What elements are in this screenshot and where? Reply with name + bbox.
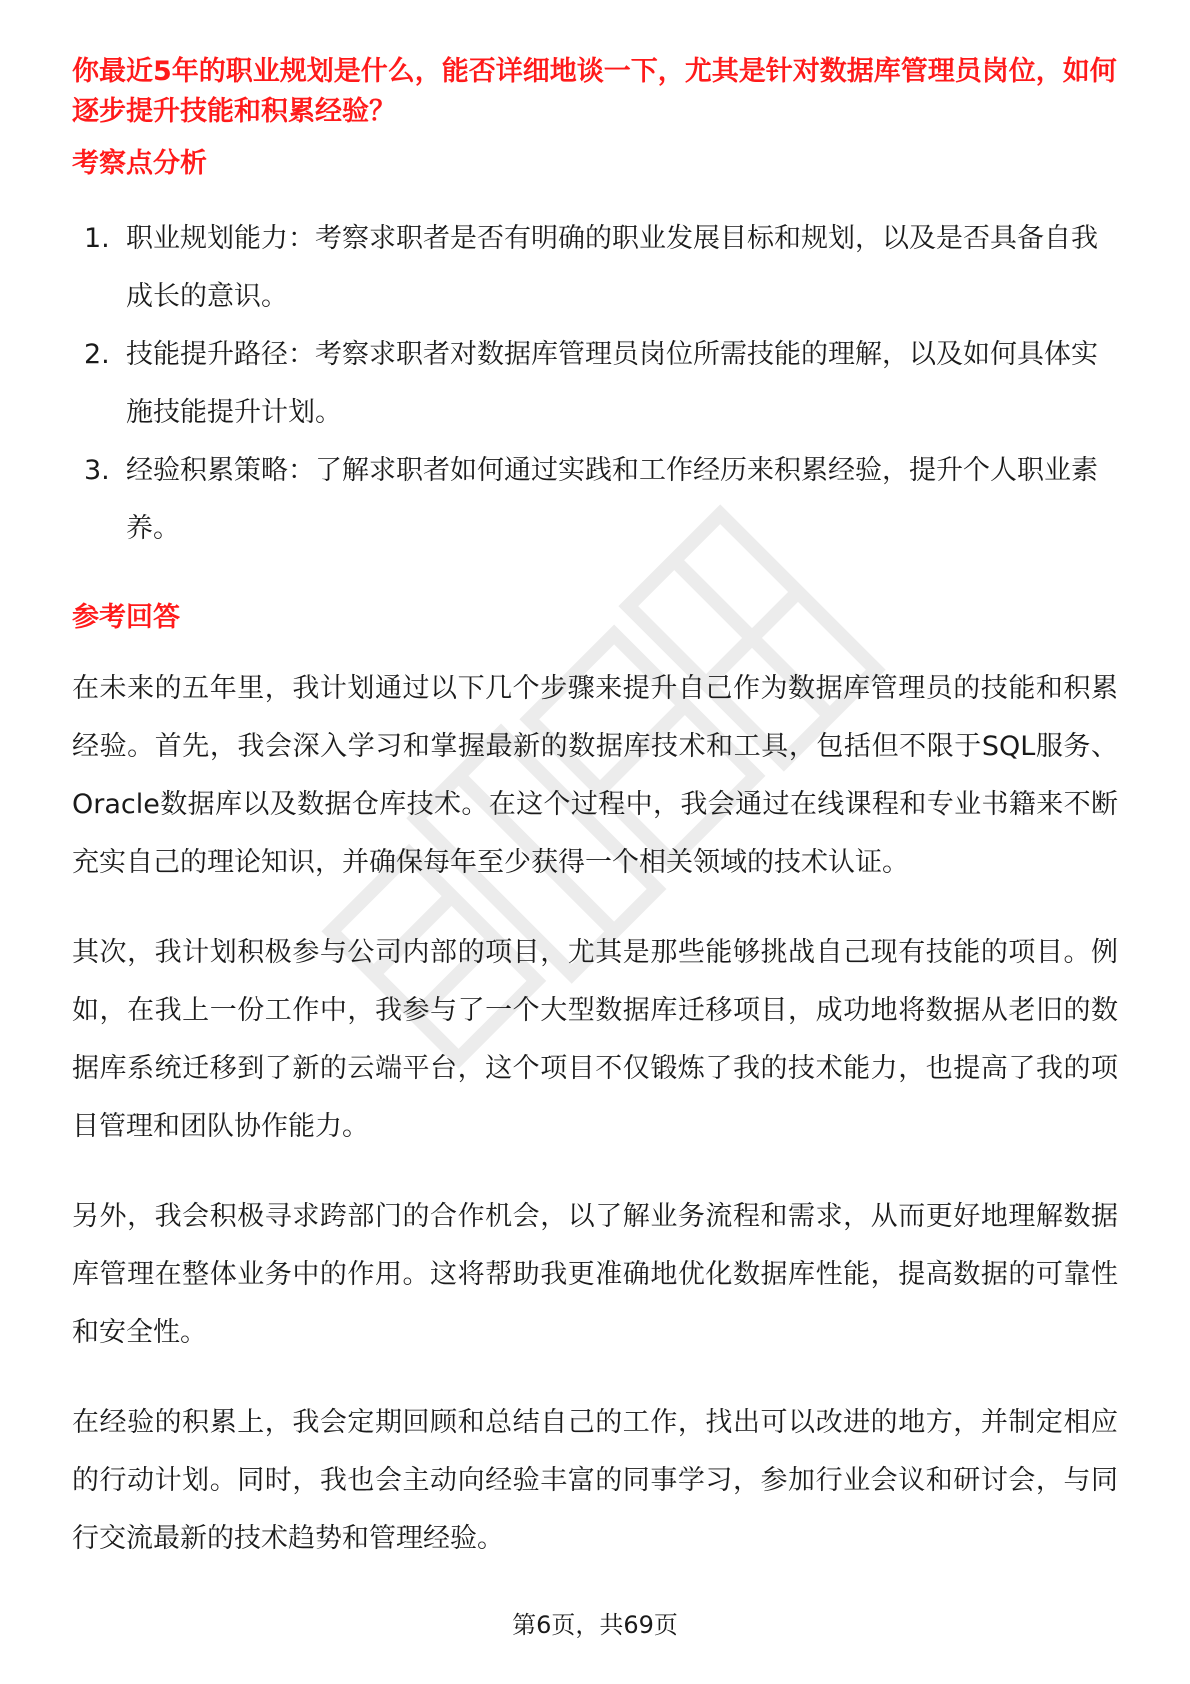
analysis-item-number: 1.: [84, 223, 110, 254]
analysis-item-number: 2.: [84, 339, 110, 370]
analysis-item-text: 经验积累策略：了解求职者如何通过实践和工作经历来积累经验，提升个人职业素养。: [126, 455, 1098, 544]
analysis-heading: 考察点分析: [72, 148, 207, 179]
answer-paragraph: 在未来的五年里，我计划通过以下几个步骤来提升自己作为数据库管理员的技能和积累经验。首先，我会深入学习和掌握最新的数据库技术和工具，包括但不限于SQL服务、Oracle数据库以及数据仓库技术。在这个过程中，我会通过在线课程和专业书籍来不断充实自己的理论知识，并确保每年至少获得一个相关领域的技术认证。: [72, 673, 1118, 878]
document-page: [72, 52, 1118, 1568]
analysis-item: [72, 326, 1118, 442]
page-number: 第6页，共69页: [512, 1611, 678, 1639]
answer-paragraph: 其次，我计划积极参与公司内部的项目，尤其是那些能够挑战自己现有技能的项目。例如，在我上一份工作中，我参与了一个大型数据库迁移项目，成功地将数据从老旧的数据库系统迁移到了新的云端平台，这个项目不仅锻炼了我的技术能力，也提高了我的项目管理和团队协作能力。: [72, 937, 1118, 1142]
question-title: 你最近5年的职业规划是什么，能否详细地谈一下，尤其是针对数据库管理员岗位，如何逐步提升技能和积累经验？: [72, 56, 1117, 127]
analysis-item: [72, 442, 1118, 558]
analysis-list: [72, 210, 1118, 558]
analysis-item: [72, 210, 1118, 326]
answer-paragraph: 另外，我会积极寻求跨部门的合作机会，以了解业务流程和需求，从而更好地理解数据库管理在整体业务中的作用。这将帮助我更准确地优化数据库性能，提高数据的可靠性和安全性。: [72, 1201, 1118, 1348]
analysis-item-text: 职业规划能力：考察求职者是否有明确的职业发展目标和规划，以及是否具备自我成长的意识。: [126, 223, 1098, 312]
answer-heading: 参考回答: [72, 602, 180, 633]
analysis-item-number: 3.: [84, 455, 110, 486]
answer-paragraph: 在经验的积累上，我会定期回顾和总结自己的工作，找出可以改进的地方，并制定相应的行动计划。同时，我也会主动向经验丰富的同事学习，参加行业会议和研讨会，与同行交流最新的技术趋势和管理经验。: [72, 1407, 1118, 1554]
analysis-item-text: 技能提升路径：考察求职者对数据库管理员岗位所需技能的理解，以及如何具体实施技能提升计划。: [126, 339, 1098, 428]
